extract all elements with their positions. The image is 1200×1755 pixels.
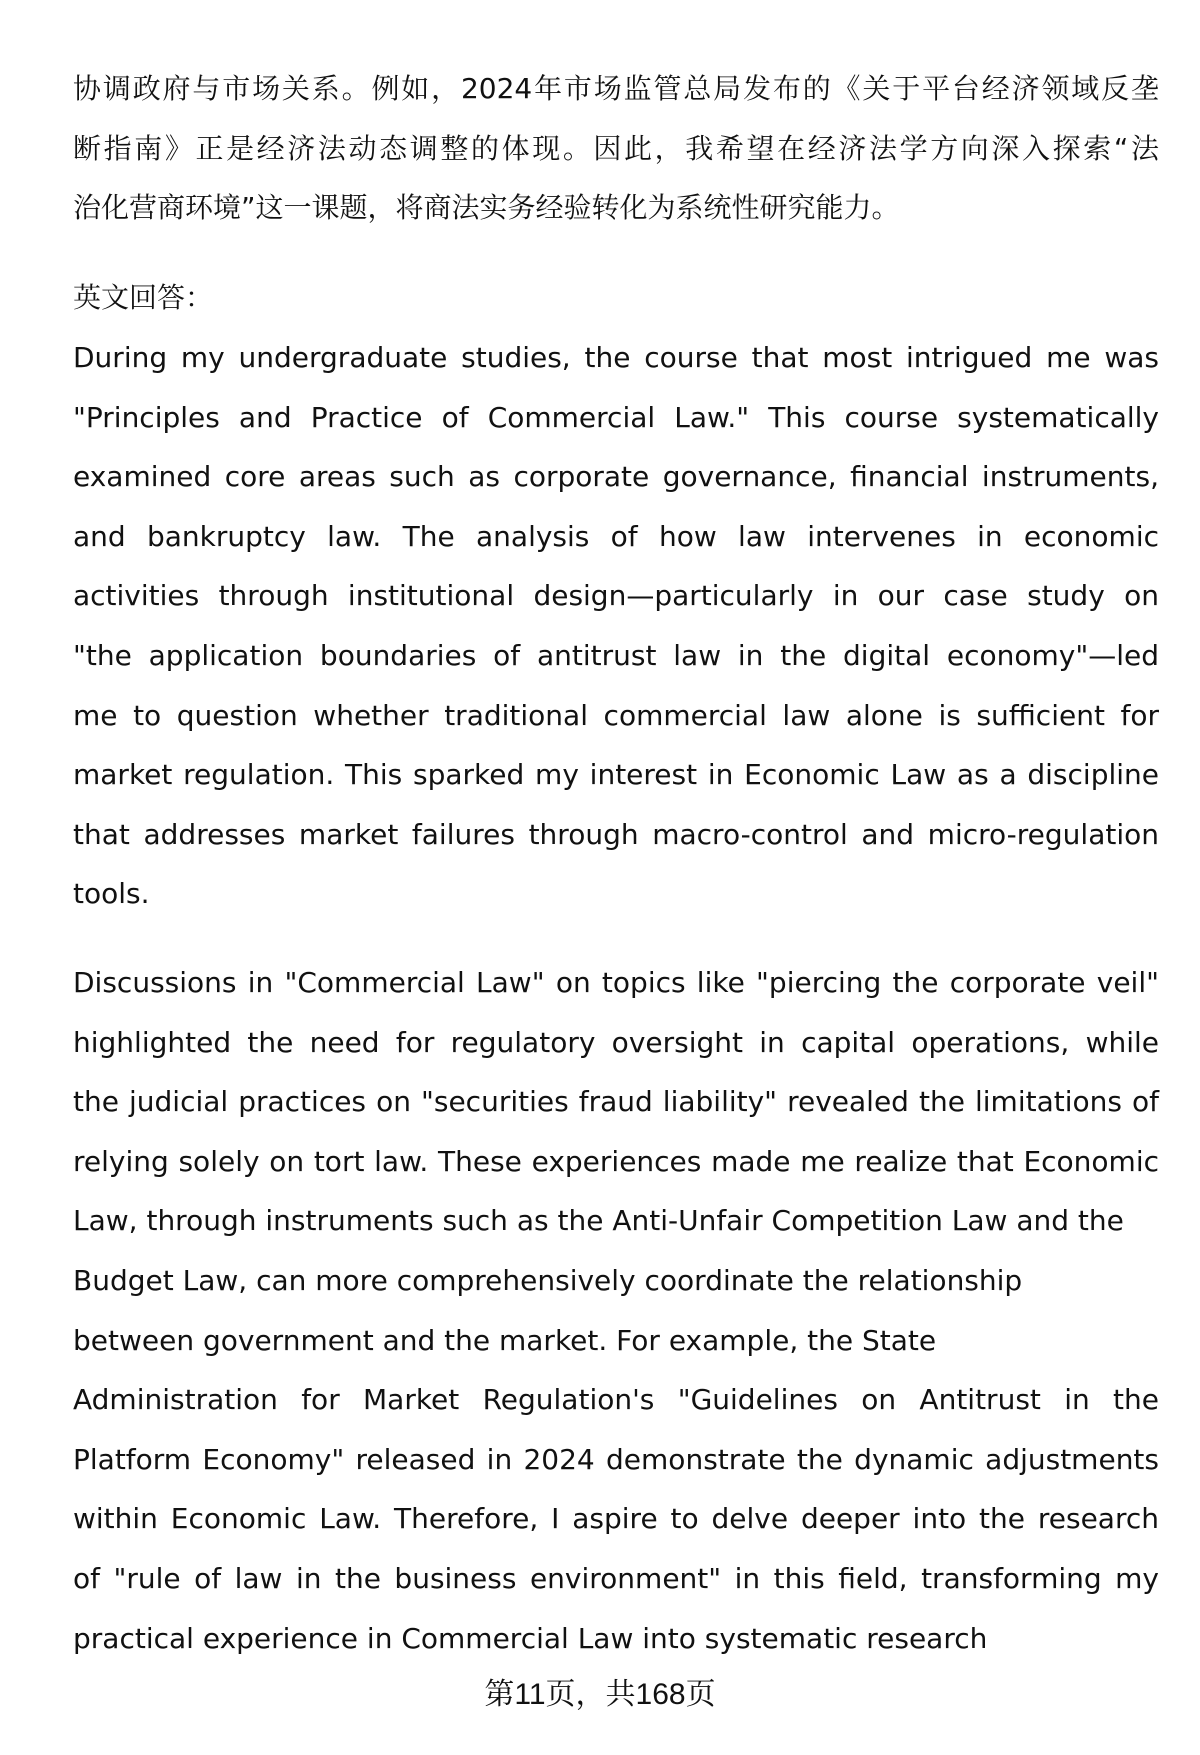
- text-line: Budget Law, can more comprehensively coordinate the relationship: [73, 1264, 1023, 1297]
- text-line: 断指南》正是经济法动态调整的体现。因此，我希望在经济法学方向深入探索“法: [73, 131, 1159, 165]
- text-line: and bankruptcy law. The analysis of how law intervenes in economic: [73, 519, 1159, 553]
- text-line: "Principles and Practice of Commercial Law." This course systematically: [73, 400, 1159, 434]
- text-line: examined core areas such as corporate governance, financial instruments,: [73, 460, 1159, 494]
- page-number-footer: 第11页，共168页: [484, 1678, 716, 1711]
- text-line: tools.: [73, 877, 150, 911]
- text-line: within Economic Law. Therefore, I aspire to delve deeper into the research: [73, 1502, 1159, 1536]
- text-line: 协调政府与市场关系。例如，2024年市场监管总局发布的《关于平台经济领域反垄: [73, 72, 1159, 105]
- text-line: highlighted the need for regulatory oversight in capital operations, while: [73, 1025, 1159, 1059]
- text-line: relying solely on tort law. These experiences made me realize that Economic: [73, 1144, 1159, 1178]
- text-line: "the application boundaries of antitrust law in the digital economy"—led: [73, 639, 1159, 672]
- text-line: Platform Economy" released in 2024 demonstrate the dynamic adjustments: [73, 1442, 1159, 1476]
- text-line: 治化营商环境”这一课题，将商法实务经验转化为系统性研究能力。: [73, 191, 900, 225]
- text-line: Discussions in "Commercial Law" on topics like "piercing the corporate veil": [73, 966, 1159, 999]
- text-line: Administration for Market Regulation's "Guidelines on Antitrust in the: [73, 1383, 1159, 1417]
- text-line: me to question whether traditional commercial law alone is sufficient for: [73, 698, 1159, 732]
- text-line: 英文回答：: [73, 281, 214, 314]
- text-line: of "rule of law in the business environment" in this field, transforming my: [73, 1562, 1159, 1595]
- text-line: market regulation. This sparked my interest in Economic Law as a discipline: [73, 758, 1159, 792]
- text-line: the judicial practices on "securities fraud liability" revealed the limitations of: [73, 1085, 1159, 1119]
- text-line: that addresses market failures through macro-control and micro-regulation: [73, 817, 1159, 851]
- text-line: between government and the market. For example, the State: [73, 1323, 937, 1357]
- text-line: activities through institutional design—particularly in our case study on: [73, 579, 1159, 613]
- text-line: Law, through instruments such as the Anti-Unfair Competition Law and the: [73, 1204, 1124, 1238]
- text-line: During my undergraduate studies, the course that most intrigued me was: [73, 341, 1159, 374]
- text-line: practical experience in Commercial Law into systematic research: [73, 1621, 988, 1655]
